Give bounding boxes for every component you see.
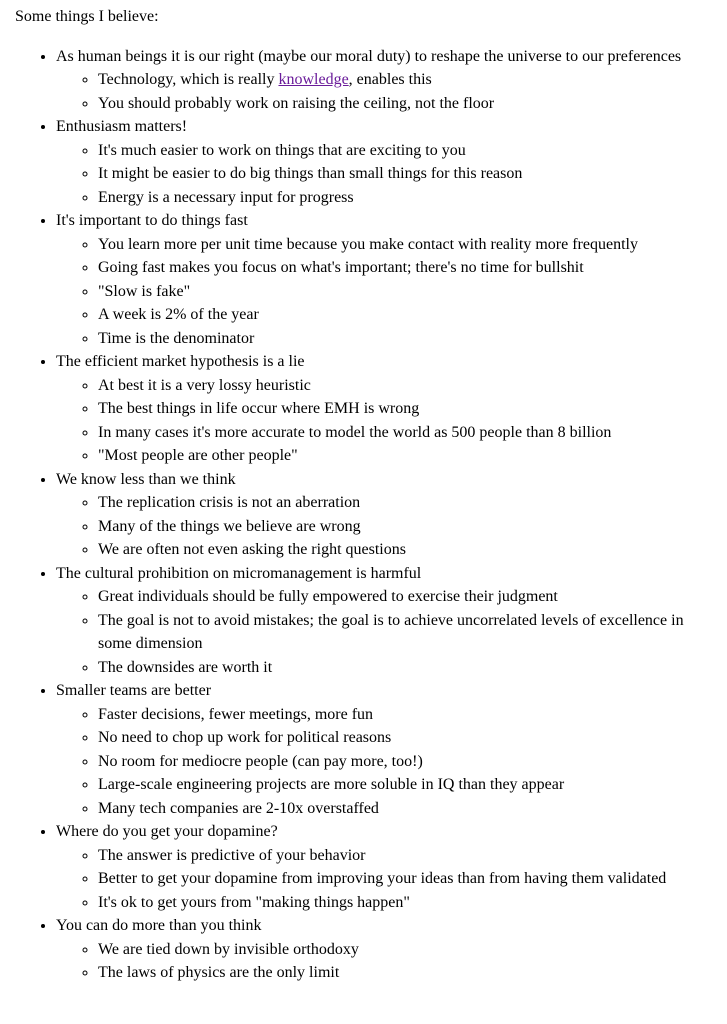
sub-item xyxy=(98,703,707,727)
sub-text: It's much easier to work on things that are exciting to you xyxy=(98,141,466,159)
sub-text: The answer is predictive of your behavior xyxy=(98,846,366,864)
sub-list xyxy=(56,491,707,562)
sub-text: The downsides are worth it xyxy=(98,658,273,676)
sub-text: "Most people are other people" xyxy=(98,447,298,464)
sub-item xyxy=(98,773,707,797)
belief-text: Smaller teams are better xyxy=(56,682,212,699)
sub-list xyxy=(56,703,707,821)
sub-item xyxy=(98,280,707,304)
belief-text: The cultural prohibition on micromanagement is harmful xyxy=(56,564,422,582)
sub-text: Many tech companies are 2-10x overstaffed xyxy=(98,799,379,817)
sub-item xyxy=(98,726,707,750)
sub-item xyxy=(98,421,707,445)
belief-text: Where do you get your dopamine? xyxy=(56,823,278,840)
belief-text: Enthusiasm matters! xyxy=(56,118,188,135)
sub-item xyxy=(98,233,707,257)
sub-item xyxy=(98,397,707,421)
sub-text: You should probably work on raising the ceiling, not the floor xyxy=(98,94,495,112)
belief-text: The efficient market hypothesis is a lie xyxy=(56,353,305,370)
sub-item xyxy=(98,68,707,92)
sub-item xyxy=(98,961,707,985)
sub-list xyxy=(56,938,707,985)
sub-item xyxy=(98,327,707,351)
sub-item xyxy=(98,656,707,680)
sub-list xyxy=(56,68,707,115)
sub-text: Many of the things we believe are wrong xyxy=(98,517,361,535)
sub-text-before: Technology, which is really xyxy=(98,71,279,88)
sub-item xyxy=(98,139,707,163)
sub-item xyxy=(98,797,707,821)
belief-item xyxy=(56,562,727,680)
sub-text: You learn more per unit time because you make contact with reality more frequently xyxy=(98,235,638,253)
sub-item xyxy=(98,491,707,515)
sub-item xyxy=(98,515,707,539)
sub-text: Great individuals should be fully empowered to exercise their judgment xyxy=(98,588,558,605)
sub-item xyxy=(98,374,707,398)
sub-item xyxy=(98,609,707,656)
intro-text: Some things I believe: xyxy=(15,8,159,25)
beliefs-list xyxy=(15,45,727,985)
sub-text: At best it is a very lossy heuristic xyxy=(98,376,311,394)
sub-text: The replication crisis is not an aberration xyxy=(98,494,361,511)
sub-item xyxy=(98,938,707,962)
sub-text: A week is 2% of the year xyxy=(98,306,259,323)
sub-list xyxy=(56,585,707,679)
sub-item xyxy=(98,538,707,562)
sub-text: We are tied down by invisible orthodoxy xyxy=(98,940,359,958)
sub-text: We are often not even asking the right questions xyxy=(98,541,406,558)
belief-item xyxy=(56,914,727,985)
belief-item xyxy=(56,45,727,116)
sub-list xyxy=(56,844,707,915)
sub-text: Faster decisions, fewer meetings, more fun xyxy=(98,705,374,723)
sub-text: The laws of physics are the only limit xyxy=(98,964,340,981)
sub-text: Better to get your dopamine from improving your ideas than from having them validated xyxy=(98,870,667,887)
belief-item xyxy=(56,350,727,468)
belief-item xyxy=(56,115,727,209)
sub-list xyxy=(56,374,707,468)
belief-text: As human beings it is our right (maybe our moral duty) to reshape the universe to our preferences xyxy=(56,47,682,65)
sub-item xyxy=(98,303,707,327)
sub-text: The best things in life occur where EMH is wrong xyxy=(98,400,420,417)
sub-text: In many cases it's more accurate to model the world as 500 people than 8 billion xyxy=(98,423,612,441)
sub-text: Energy is a necessary input for progress xyxy=(98,188,354,206)
sub-text: It's ok to get yours from "making things happen" xyxy=(98,893,410,911)
sub-list xyxy=(56,233,707,351)
knowledge-link[interactable]: knowledge xyxy=(278,71,349,88)
sub-text: "Slow is fake" xyxy=(98,282,191,300)
sub-text: The goal is not to avoid mistakes; the goal is to achieve uncorrelated levels of excellence in some dimension xyxy=(98,611,684,652)
belief-item xyxy=(56,679,727,820)
sub-text-after: , enables this xyxy=(348,71,432,88)
sub-item xyxy=(98,750,707,774)
sub-item xyxy=(98,186,707,210)
belief-item xyxy=(56,209,727,350)
sub-item xyxy=(98,891,707,915)
sub-text: It might be easier to do big things than small things for this reason xyxy=(98,165,523,182)
sub-item xyxy=(98,92,707,116)
sub-text: No need to chop up work for political reasons xyxy=(98,729,392,746)
sub-text: Large-scale engineering projects are more soluble in IQ than they appear xyxy=(98,776,565,793)
sub-item xyxy=(98,844,707,868)
sub-text: No room for mediocre people (can pay more, too!) xyxy=(98,752,423,770)
sub-text: Going fast makes you focus on what's important; there's no time for bullshit xyxy=(98,259,584,276)
belief-text: It's important to do things fast xyxy=(56,212,248,229)
sub-item xyxy=(98,256,707,280)
sub-text: Time is the denominator xyxy=(98,329,255,347)
sub-item xyxy=(98,585,707,609)
belief-item xyxy=(56,820,727,914)
belief-item xyxy=(56,468,727,562)
belief-text: We know less than we think xyxy=(56,470,236,488)
sub-list xyxy=(56,139,707,210)
sub-item xyxy=(98,162,707,186)
belief-text: You can do more than you think xyxy=(56,917,262,934)
sub-item xyxy=(98,867,707,891)
sub-item xyxy=(98,444,707,468)
